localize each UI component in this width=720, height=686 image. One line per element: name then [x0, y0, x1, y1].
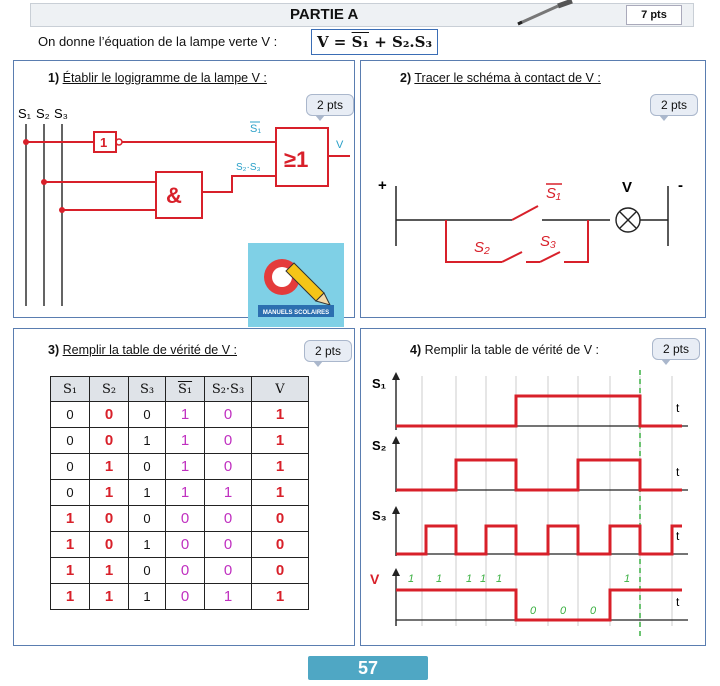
chronogram: [362, 370, 702, 640]
svg-text:t: t: [676, 401, 680, 415]
q2-points-bubble: 2 pts: [650, 94, 698, 116]
svg-text:S₂: S₂: [474, 239, 490, 256]
svg-text:S₂: S₂: [372, 438, 387, 453]
q3-points-bubble: 2 pts: [304, 340, 352, 362]
svg-text:S₂·S₃: S₂·S₃: [236, 162, 261, 173]
svg-text:1: 1: [408, 573, 415, 585]
header-bar: [30, 3, 694, 27]
q3-title: 3) Remplir la table de vérité de V :: [48, 343, 237, 357]
svg-text:1: 1: [466, 573, 473, 585]
svg-text:S₃: S₃: [540, 233, 556, 250]
lamp-label: V: [622, 179, 633, 196]
table-row: 1 1 0 0 0 0: [51, 558, 309, 584]
svg-text:t: t: [676, 465, 680, 479]
svg-text:t: t: [676, 595, 680, 609]
q1-title: 1) Établir le logigramme de la lampe V :: [48, 71, 267, 85]
svg-text:1: 1: [496, 573, 503, 585]
th-not-s1: S₁: [166, 377, 205, 402]
plus-sign: +: [378, 177, 387, 194]
svg-text:V: V: [370, 571, 380, 587]
th-s1: S₁: [51, 377, 90, 402]
svg-text:S₁: S₁: [546, 185, 561, 202]
table-row: 0 0 0 1 0 1: [51, 402, 309, 428]
svg-text:S₁: S₁: [250, 123, 262, 135]
svg-text:1: 1: [624, 573, 631, 585]
svg-text:t: t: [676, 529, 680, 543]
contact-scheme-diagram: [362, 170, 702, 280]
minus-sign: -: [678, 177, 683, 194]
input-s1: S₁: [18, 106, 32, 121]
table-row: 1 1 1 0 1 1: [51, 584, 309, 610]
svg-text:&: &: [166, 183, 182, 208]
total-points: 7 pts: [626, 5, 682, 25]
svg-text:1: 1: [480, 573, 487, 585]
q4-points-bubble: 2 pts: [652, 338, 700, 360]
svg-text:S₁: S₁: [372, 376, 387, 391]
svg-text:S₃: S₃: [372, 508, 387, 523]
table-row: 0 0 1 1 0 1: [51, 428, 309, 454]
publisher-logo: [248, 243, 344, 327]
logo-text: MANUELS SCOLAIRES: [262, 310, 330, 316]
q2-title: 2) Tracer le schéma à contact de V :: [400, 71, 601, 85]
header-title: PARTIE A: [290, 6, 359, 23]
table-row: 1 0 0 0 0 0: [51, 506, 309, 532]
q1-points-bubble: 2 pts: [306, 94, 354, 116]
input-s3: S₃: [54, 106, 68, 121]
th-s3: S₃: [129, 377, 166, 402]
svg-text:0: 0: [530, 605, 537, 617]
input-s2: S₂: [36, 106, 50, 121]
th-s2s3: S₂·S₃: [205, 377, 252, 402]
truth-table-wrap: [50, 376, 309, 610]
svg-text:≥1: ≥1: [284, 147, 309, 172]
equation-box: V = S₁ + S₂.S₃: [311, 29, 438, 55]
svg-text:V: V: [336, 139, 344, 151]
truth-table: [50, 376, 309, 610]
table-row: 1 0 1 0 0 0: [51, 532, 309, 558]
table-row: 0 1 0 1 0 1: [51, 454, 309, 480]
table-row: 0 1 1 1 1 1: [51, 480, 309, 506]
intro-text: On donne l’équation de la lampe verte V :: [38, 34, 278, 49]
svg-text:1: 1: [100, 135, 108, 150]
svg-text:0: 0: [590, 605, 597, 617]
page-number: 57: [308, 656, 428, 680]
svg-text:0: 0: [560, 605, 567, 617]
svg-text:1: 1: [436, 573, 443, 585]
th-s2: S₂: [90, 377, 129, 402]
q4-title: 4) Remplir la table de vérité de V :: [410, 343, 599, 357]
pencil-icon: [516, 0, 586, 33]
th-v: V: [252, 377, 309, 402]
